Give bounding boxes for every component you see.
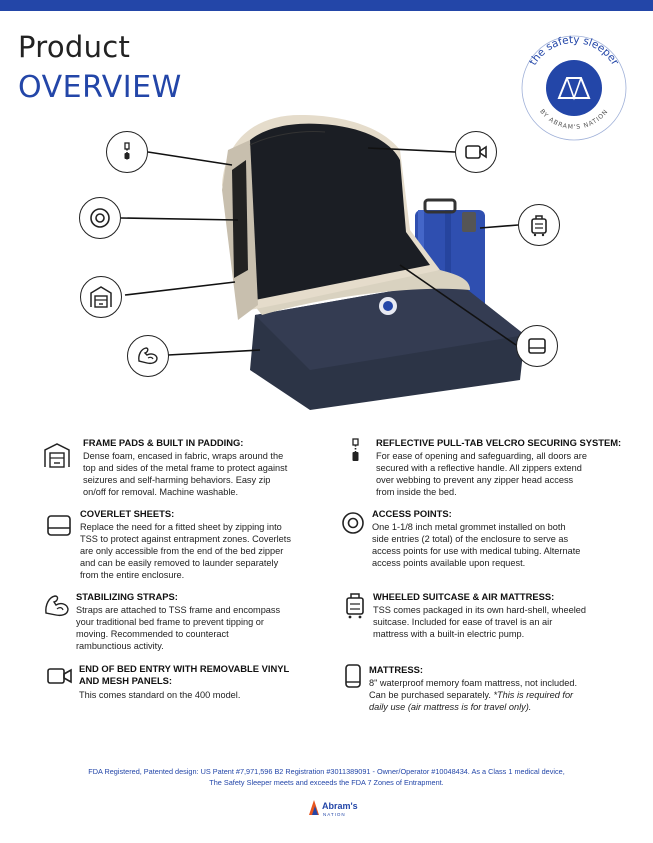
feature-line: access points for use with medical tubing. Alternate — [372, 546, 581, 556]
feature-body-coverlet — [80, 521, 291, 581]
feature-text: Can be purchased separately. — [369, 690, 494, 700]
footer-line: The Safety Sleeper meets and exceeds the FDA 7 Zones of Entrapment. — [209, 778, 444, 787]
logo-brand-text: the safety sleeper — [527, 33, 621, 68]
feature-body-reflective — [376, 450, 587, 498]
feature-line: your traditional bed frame to prevent tipping or — [76, 617, 264, 627]
feature-line: For ease of opening and safeguarding, all doors are — [376, 451, 587, 461]
feature-line: secured with a reflective handle. All zippers extend — [376, 463, 582, 473]
footer-legal — [0, 766, 653, 788]
feature-body-suitcase — [373, 604, 586, 640]
feature-line: are only accessible from the end of the bed zipper — [80, 546, 284, 556]
feature-title-access: ACCESS POINTS: — [372, 508, 452, 519]
feature-line: access points available upon request. — [372, 558, 526, 568]
feature-line: on/off for removal. Machine washable. — [83, 487, 239, 497]
feature-line: Replace the need for a fitted sheet by zipping into — [80, 522, 282, 532]
feature-title-line: END OF BED ENTRY WITH REMOVABLE VINYL — [79, 663, 290, 674]
callout-zipper — [106, 131, 148, 173]
feature-title-mattress: MATTRESS: — [369, 664, 423, 675]
coverlet-icon — [526, 336, 548, 356]
feature-body-frame-pads — [83, 450, 287, 498]
callout-coverlet — [516, 325, 558, 367]
footer-brand: Abram's — [322, 801, 358, 811]
callout-straps — [127, 335, 169, 377]
feature-body-straps — [76, 604, 280, 652]
feature-title-line: AND MESH PANELS: — [79, 675, 173, 686]
feature-line: rambunctious activity. — [76, 641, 164, 651]
feature-title-reflective: REFLECTIVE PULL-TAB VELCRO SECURING SYSTEM: — [376, 437, 622, 448]
feature-line — [369, 689, 577, 701]
feature-line: from the entire enclosure. — [80, 570, 185, 580]
feature-line: This comes standard on the 400 model. — [79, 690, 241, 700]
top-accent-bar — [0, 0, 653, 11]
camera-icon — [464, 143, 488, 161]
feature-body-entry — [79, 689, 240, 701]
feature-line: seizures and self-harming behaviors. Easy zip — [83, 475, 271, 485]
feature-title-coverlet: COVERLET SHEETS: — [80, 508, 175, 519]
frame-pads-icon — [42, 441, 72, 469]
feature-title-suitcase: WHEELED SUITCASE & AIR MATTRESS: — [373, 591, 555, 602]
grommet-icon — [338, 509, 368, 537]
feature-body-mattress — [369, 677, 577, 713]
feature-title-entry — [79, 663, 289, 687]
mattress-icon — [338, 662, 368, 690]
strap-icon — [135, 345, 161, 367]
footer-brand-sub: NATION — [323, 812, 346, 817]
feature-line: and can be easily removed to launder separately — [80, 558, 279, 568]
feature-line: top and sides of the metal frame to protect against — [83, 463, 288, 473]
feature-line: TSS to protect against entrapment zones. Coverlets — [80, 534, 291, 544]
strap-icon — [42, 592, 72, 620]
feature-line: One 1-1/8 inch metal grommet installed on both — [372, 522, 566, 532]
feature-line: over webbing to prevent any zipper head access — [376, 475, 574, 485]
coverlet-icon — [44, 511, 74, 539]
feature-line — [369, 701, 577, 713]
feature-line: from inside the bed. — [376, 487, 457, 497]
grommet-icon — [88, 206, 112, 230]
logo-byline-text: BY ABRAM'S NATION — [538, 108, 610, 132]
feature-line: Straps are attached to TSS frame and encompass — [76, 605, 281, 615]
feature-line: moving. Recommended to counteract — [76, 629, 229, 639]
feature-line: mattress with a built-in electric pump. — [373, 629, 525, 639]
abrams-nation-logo — [305, 797, 365, 819]
frame-pads-icon — [88, 285, 114, 309]
page-title-line1: Product — [18, 30, 131, 64]
feature-note: *This is required for — [493, 690, 574, 700]
feature-note: daily use (air mattress is for travel only). — [369, 702, 532, 712]
page-title-line2: OVERVIEW — [18, 70, 182, 105]
feature-title-straps: STABILIZING STRAPS: — [76, 591, 178, 602]
suitcase-icon — [529, 213, 549, 237]
callout-frame-pads — [80, 276, 122, 318]
suitcase-icon — [340, 591, 370, 619]
callout-entry — [455, 131, 497, 173]
callout-suitcase — [518, 204, 560, 246]
feature-line: 8" waterproof memory foam mattress, not included. — [369, 678, 578, 688]
feature-body-access — [372, 521, 580, 569]
footer-line: FDA Registered, Patented design: US Patent #7,971,596 B2 Registration #3011389091 - Owner/Operator #10048434. As a Class 1 medical device, — [88, 767, 565, 776]
product-photo — [0, 100, 653, 430]
feature-line: suitcase. Included for ease of travel is an air — [373, 617, 553, 627]
camera-icon — [45, 662, 75, 690]
zipper-icon — [341, 437, 371, 465]
feature-line: Dense foam, encased in fabric, wraps around the — [83, 451, 284, 461]
feature-title-frame-pads: FRAME PADS & BUILT IN PADDING: — [83, 437, 244, 448]
callout-grommet — [79, 197, 121, 239]
feature-line: TSS comes packaged in its own hard-shell, wheeled — [373, 605, 586, 615]
feature-line: side entries (2 total) of the enclosure to serve as — [372, 534, 569, 544]
zipper-icon — [116, 141, 138, 163]
